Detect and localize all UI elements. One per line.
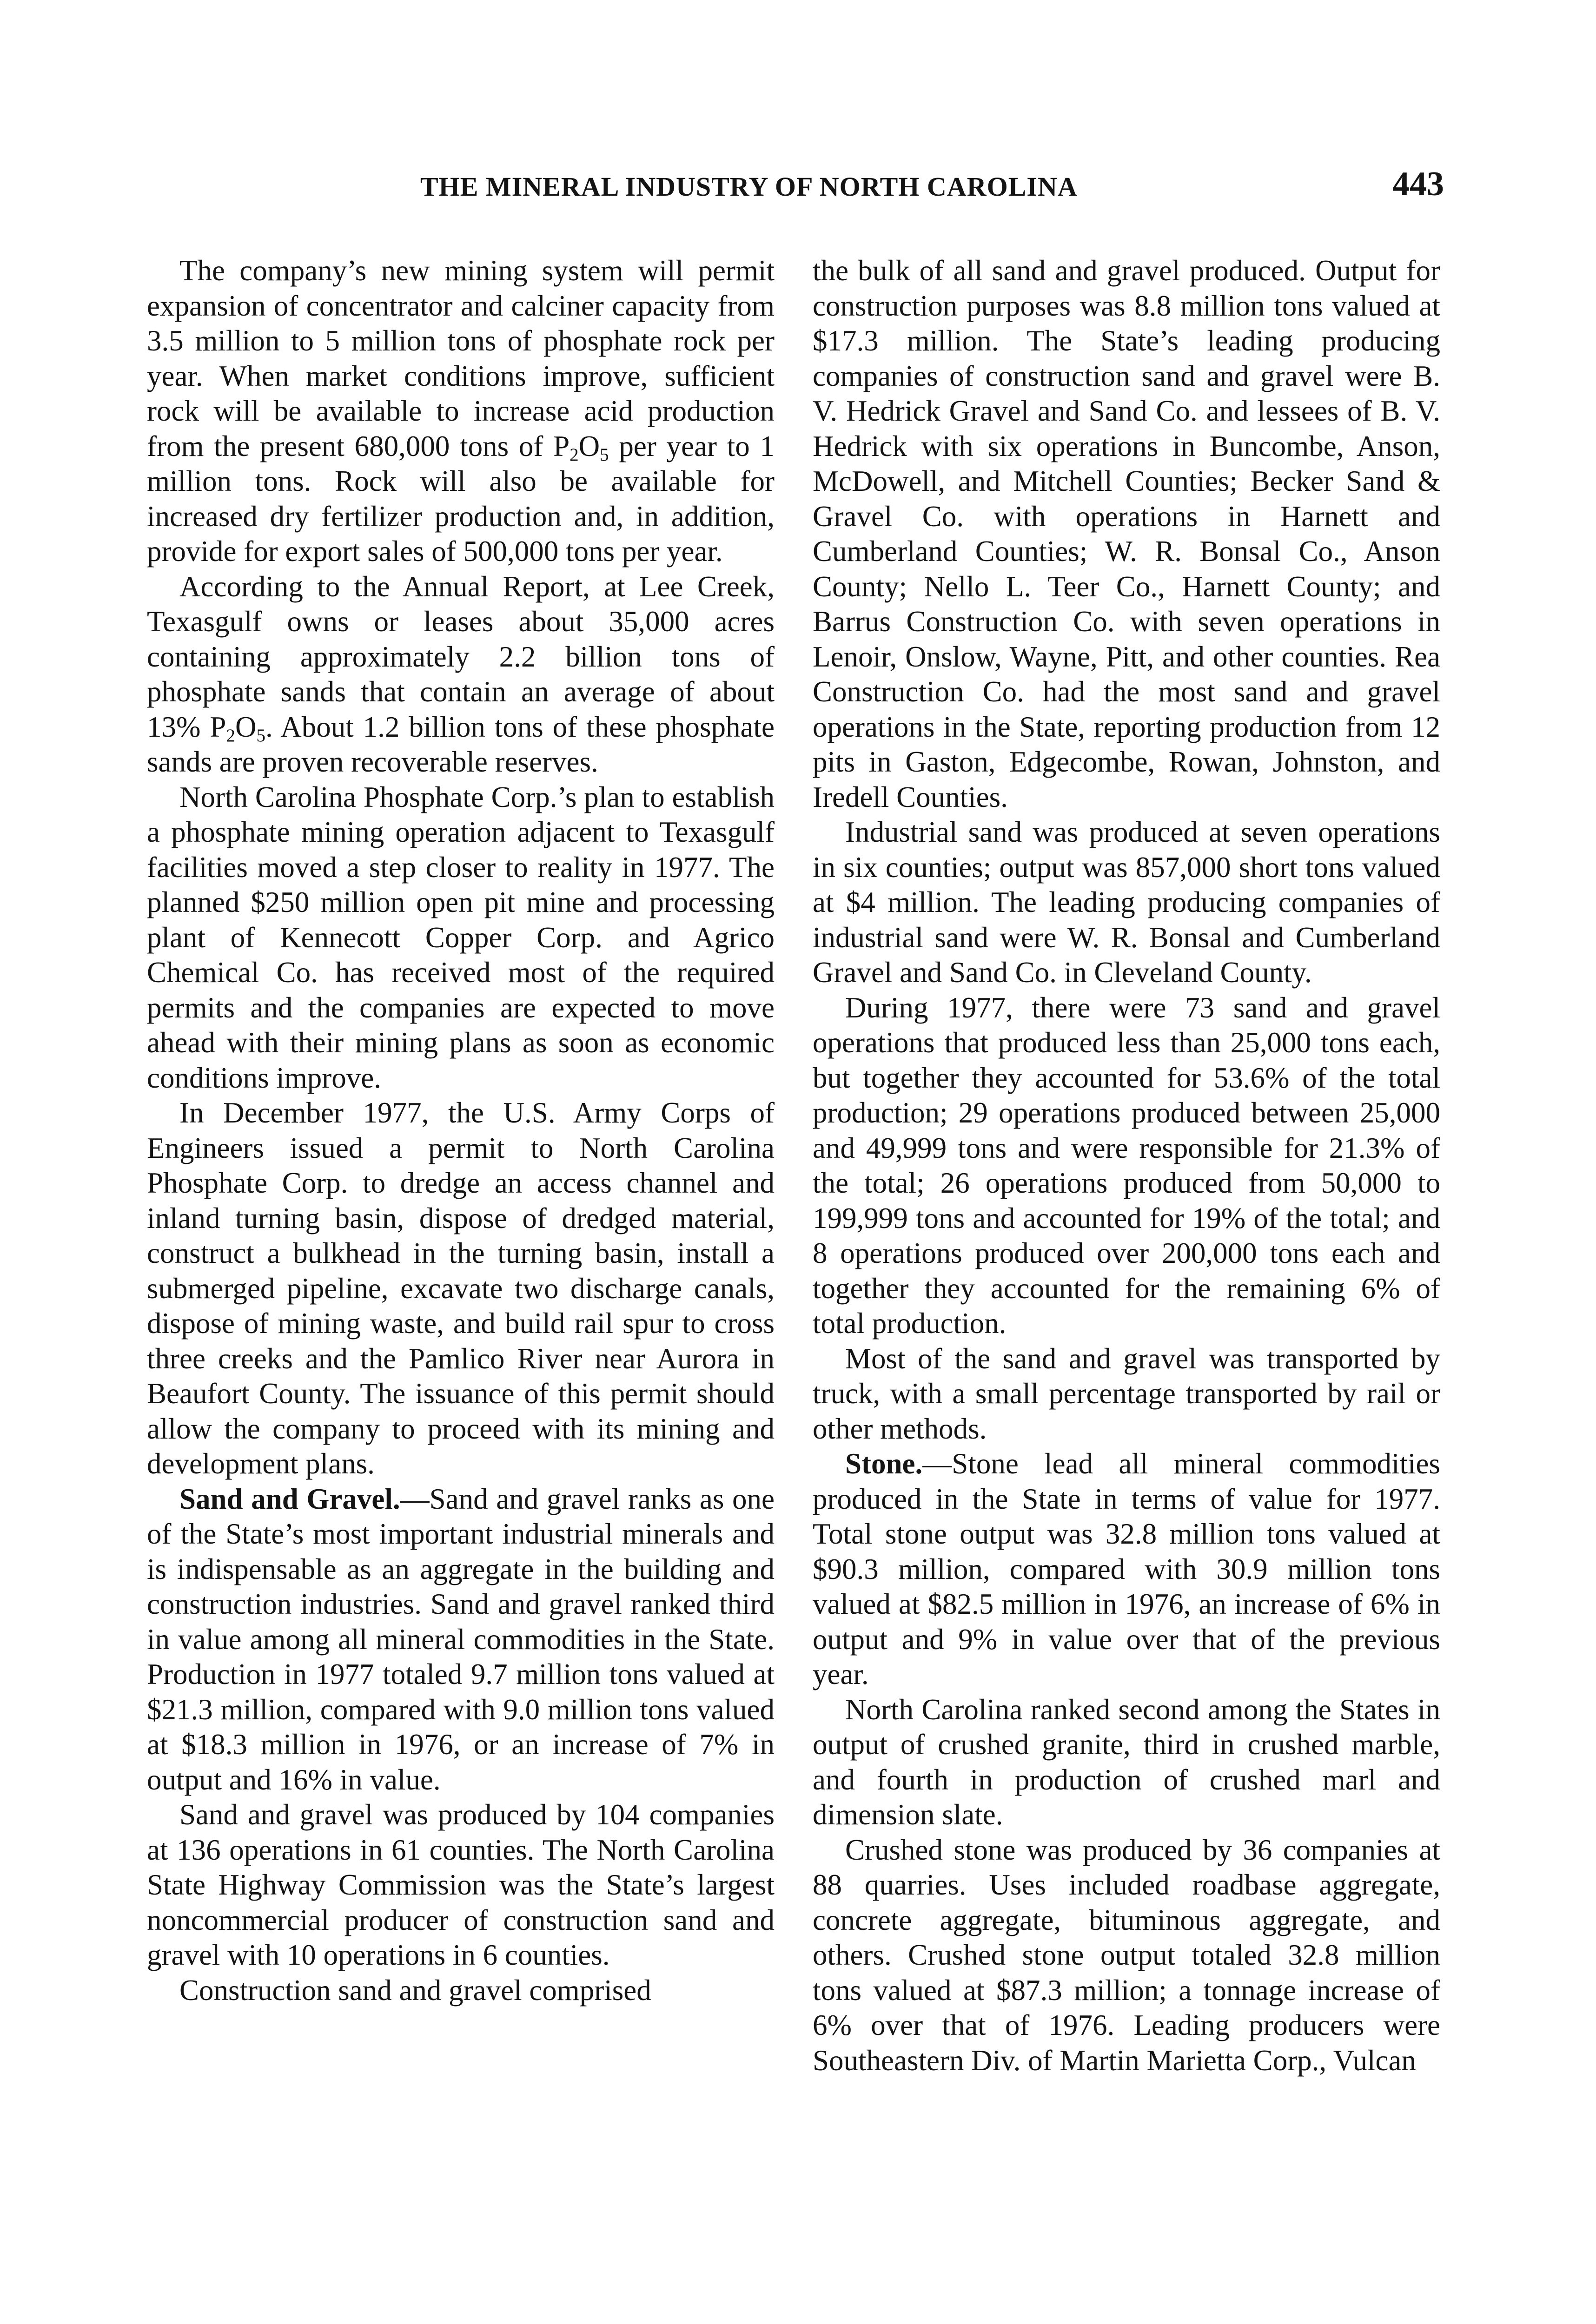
section-heading-stone: Stone. [845, 1447, 923, 1480]
paragraph-nc-phosphate-plan: North Carolina Phosphate Corp.’s plan to establish a phosphate mining operation adjacent to Texasgulf facilities moved a step closer to reality in 1977. The planned $250 million open pit mine and processing plant of Kennecott Copper Corp. and Agrico Chemical Co. has received most of the required permits and the companies are expected to move ahead with their mining plans as soon as economic conditions improve. [147, 780, 775, 1094]
paragraph-operations-breakdown: During 1977, there were 73 sand and gravel operations that produced less than 25,000 tons each, but together they accounted for 53.6% of the total production; 29 operations produced between 25,000 and 49,999 tons and were responsible for 21.3% of the total; 26 operations produced from 50,000 to 199,999 tons and accounted for 19% of the total; and 8 operations produced over 200,000 tons each and together they accounted for the remaining 6% of total production. [813, 991, 1440, 1340]
running-title: THE MINERAL INDUSTRY OF NORTH CAROLINA [420, 172, 1078, 202]
paragraph-state-rankings: North Carolina ranked second among the States in output of crushed granite, third in crushed marble, and fourth in production of crushed marl and dimension slate. [813, 1693, 1440, 1831]
right-column [813, 253, 1440, 2078]
paragraph-construction-sand-continued: the bulk of all sand and gravel produced. Output for construction purposes was 8.8 million tons valued at $17.3 million. The State’s leading producing companies of construction sand and gravel were B. V. Hedrick Gravel and Sand Co. and lessees of B. V. Hedrick with six operations in Buncombe, Anson, McDowell, and Mitchell Counties; Becker Sand & Gravel Co. with operations in Harnett and Cumberland Counties; W. R. Bonsal Co., Anson County; Nello L. Teer Co., Harnett County; and Barrus Construction Co. with seven operations in Lenoir, Onslow, Wayne, Pitt, and other counties. Rea Construction Co. had the most sand and gravel operations in the State, reporting production from 12 pits in Gaston, Edgecombe, Rowan, Johnston, and Iredell Counties. [813, 254, 1440, 813]
page-number: 443 [1392, 165, 1444, 203]
paragraph-transport: Most of the sand and gravel was transported by truck, with a small percentage transported by rail or other methods. [813, 1342, 1440, 1445]
page-header [146, 167, 1444, 209]
paragraph-sand-and-gravel: Sand and Gravel.—Sand and gravel ranks as one of the State’s most important industrial minerals and is indispensable as an aggregate in the building and construction industries. Sand and gravel ranked third in value among all mineral commodities in the State. Production in 1977 totaled 9.7 million tons valued at $21.3 million, compared with 9.0 million tons valued at $18.3 million in 1976, or an increase of 7% in output and 16% in value. [147, 1482, 775, 1796]
paragraph-expansion: The company’s new mining system will permit expansion of concentrator and calciner capacity from 3.5 million to 5 million tons of phosphate rock per year. When market conditions improve, sufficient rock will be available to increase acid production from the present 680,000 tons of $P_2O_5$ per year to 1 million tons. Rock will also be available for increased dry fertilizer production and, in addition, provide for export sales of 500,000 tons per year. [147, 254, 775, 568]
paragraph-stone: Stone.—Stone lead all mineral commodities produced in the State in terms of value for 1977. Total stone output was 32.8 million tons valued at $90.3 million, compared with 30.9 million tons valued at $82.5 million in 1976, an increase of 6% in output and 9% in value over that of the previous year. [813, 1447, 1440, 1690]
paragraph-sand-gravel-producers: Sand and gravel was produced by 104 companies at 136 operations in 61 counties. The North Carolina State Highway Commission was the State’s largest noncommercial producer of construction sand and gravel with 10 operations in 6 counties. [147, 1798, 775, 1971]
paragraph-crushed-stone: Crushed stone was produced by 36 companies at 88 quarries. Uses included roadbase aggregate, concrete aggregate, bituminous aggregate, and others. Crushed stone output totaled 32.8 million tons valued at $87.3 million; a tonnage increase of 6% over that of 1976. Leading producers were Southeastern Div. of Martin Marietta Corp., Vulcan [813, 1833, 1440, 2077]
paragraph-construction-sand: Construction sand and gravel comprised [179, 1974, 651, 2007]
paragraph-lee-creek-reserves: According to the Annual Report, at Lee Creek, Texasgulf owns or leases about 35,000 acres containing approximately 2.2 billion tons of phosphate sands that contain an average of about 13% $P_2O_5$. About 1.2 billion tons of these phosphate sands are proven recoverable reserves. [147, 570, 775, 778]
paragraph-industrial-sand: Industrial sand was produced at seven operations in six counties; output was 857,000 short tons valued at $4 million. The leading producing companies of industrial sand were W. R. Bonsal and Cumberland Gravel and Sand Co. in Cleveland County. [813, 816, 1440, 989]
paragraph-army-corps-permit: In December 1977, the U.S. Army Corps of Engineers issued a permit to North Carolina Phosphate Corp. to dredge an access channel and inland turning basin, dispose of dredged material, construct a bulkhead in the turning basin, install a submerged pipeline, excavate two discharge canals, dispose of mining waste, and build rail spur to cross three creeks and the Pamlico River near Aurora in Beaufort County. The issuance of this permit should allow the company to proceed with its mining and development plans. [147, 1096, 775, 1480]
left-column [147, 253, 775, 2008]
section-heading-sand-gravel: Sand and Gravel. [179, 1482, 400, 1515]
